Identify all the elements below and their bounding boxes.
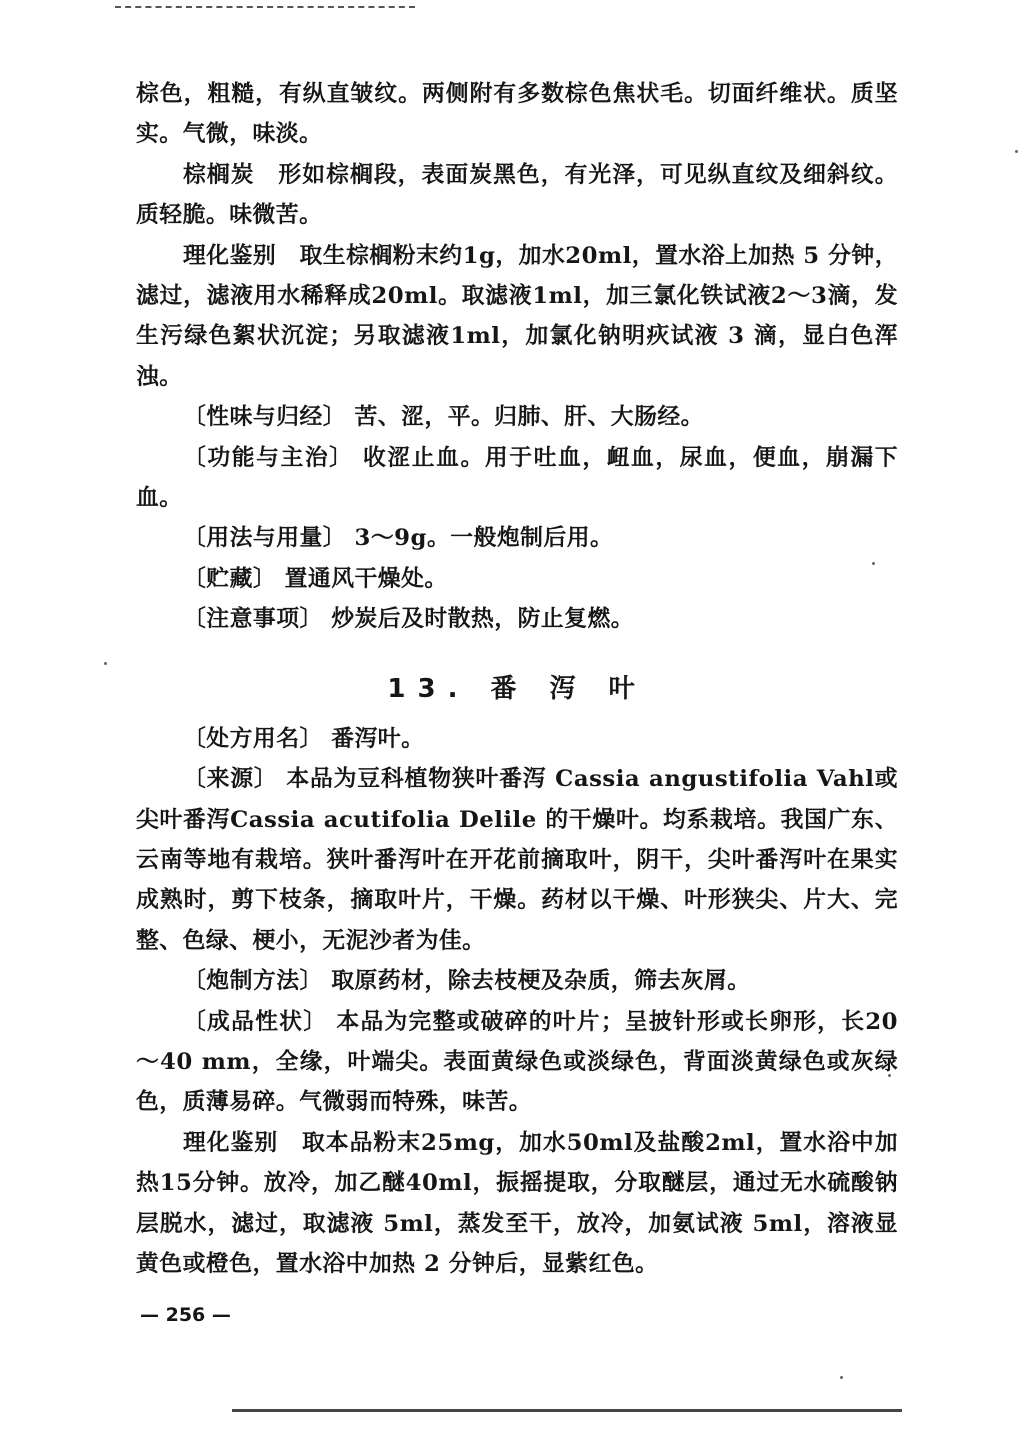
paragraph: 理化鉴别 取本品粉末25mg，加水50ml及盐酸2ml，置水浴中加热15分钟。放冷，加乙醚40ml，振摇提取，分取醚层，通过无水硫酸钠层脱水，滤过，取滤液 5ml，蒸发至干，放冷，加氨试液 5ml，溶液显黄色或橙色，置水浴中加热 2 分钟后，显紫红色。 <box>136 1129 898 1277</box>
paragraph: 〔注意事项〕 炒炭后及时散热，防止复燃。 <box>183 606 635 633</box>
document-page <box>136 74 898 1284</box>
scan-speck <box>1015 150 1018 153</box>
paragraph: 〔来源〕 本品为豆科植物狭叶番泻 Cassia angustifolia Vahl或尖叶番泻Cassia acutifolia Delile 的干燥叶。均系栽培。我国广东、云南等地有栽培。狭叶番泻叶在开花前摘取叶，阴干，尖叶番泻叶在果实成熟时，剪下枝条，摘取叶片，干燥。药材以干燥、叶形狭尖、片大、完整、色绿、梗小，无泥沙者为佳。 <box>136 766 898 954</box>
paragraph: 棕色，粗糙，有纵直皱纹。两侧附有多数棕色焦状毛。切面纤维状。质坚实。气微，味淡。 <box>136 81 898 148</box>
scan-speck <box>840 1376 843 1379</box>
top-scan-edge <box>115 6 415 8</box>
scan-speck <box>104 662 107 665</box>
paragraph: 〔炮制方法〕 取原药材，除去枝梗及杂质，筛去灰屑。 <box>183 968 751 995</box>
paragraph: 〔功能与主治〕 收涩止血。用于吐血，衄血，尿血，便血，崩漏下血。 <box>136 444 898 512</box>
paragraph: 〔处方用名〕 番泻叶。 <box>183 725 425 752</box>
bottom-scan-edge <box>232 1409 902 1412</box>
paragraph: 〔用法与用量〕 3～9g。一般炮制后用。 <box>183 525 614 552</box>
paragraph: 理化鉴别 取生棕榈粉末约1g，加水20ml，置水浴上加热 5 分钟，滤过，滤液用水稀释成20ml。取滤液1ml，加三氯化铁试液2～3滴，发生污绿色絮状沉淀；另取滤液1ml，加氯化钠明疢试液 3 滴，显白色浑浊。 <box>136 242 898 390</box>
paragraph: 〔性味与归经〕 苦、涩，平。归肺、肝、大肠经。 <box>183 404 704 431</box>
paragraph: 〔成品性状〕 本品为完整或破碎的叶片；呈披针形或长卵形，长20～40 mm，全缘，叶端尖。表面黄绿色或淡绿色，背面淡黄绿色或灰绿色，质薄易碎。气微弱而特殊，味苦。 <box>136 1008 898 1116</box>
page-number: — 256 — <box>140 1304 231 1326</box>
paragraph: 棕榈炭 形如棕榈段，表面炭黑色，有光泽，可见纵直纹及细斜纹。质轻脆。味微苦。 <box>136 161 898 229</box>
section-heading: 13. 番 泻 叶 <box>387 673 647 704</box>
paragraph: 〔贮藏〕 置通风干燥处。 <box>183 565 448 592</box>
